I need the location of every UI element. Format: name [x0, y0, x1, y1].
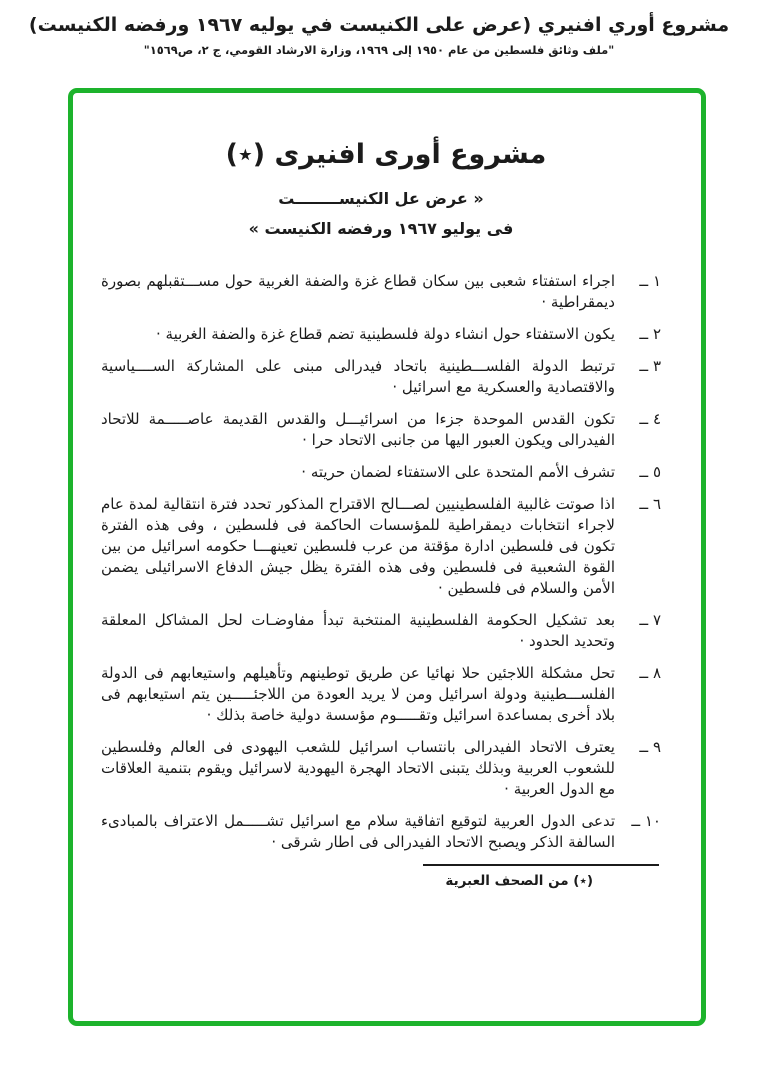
document-header [0, 14, 758, 57]
item-number: ٥ ــ [639, 463, 661, 482]
item-text: تكون القدس الموحدة جزءا من اسرائيـــل والقدس القديمة عاصـــــمة للاتحاد الفيدرالى ويكون العبور اليها من جانبى الاتحاد حرا · [101, 410, 615, 450]
item-text: اجراء استفتاء شعبى بين سكان قطاع غزة والضفة الغربية حول مســـتقبلهم بصورة ديمقراطية · [101, 272, 615, 312]
document-subtitle-line2: فى يوليو ١٩٦٧ ورفضه الكنيست » [248, 218, 514, 238]
item-number: ٣ ــ [639, 357, 661, 376]
footnote-divider [423, 864, 659, 866]
item-text: بعد تشكيل الحكومة الفلسطينية المنتخبة تبدأ مفاوضـات لحل المشاكل المعلقة وتحديد الحدود · [101, 611, 615, 651]
list-item [101, 811, 661, 853]
item-number: ١٠ ــ [631, 812, 661, 831]
document-body [73, 93, 701, 889]
document-subtitle-line1: « عرض عل الكنيســــــــت [278, 189, 484, 208]
item-text: يعترف الاتحاد الفيدرالى بانتساب اسرائيل للشعب اليهودى فى العالم وفلسطين للشعوب العربية وبذلك يتبنى الاتحاد الهجرة اليهودية لاسرائيل ويقوم بتنمية العلاقات مع الدول العربية · [101, 738, 615, 799]
list-item [101, 462, 661, 483]
item-text: اذا صوتت غالبية الفلسطينيين لصـــالح الاقتراح المذكور تحدد فترة انتقالية لمدة عام لاجراء انتخابات ديمقراطية للمؤسسات الحاكمة فى فلسطين ، وفى هذه الفترة تكون فى فلسطين ادارة مؤقتة من عرب فلسطين تعينهـــا حكومه اسرائيل من بين القوة الشعبية فى فلسطين وفى هذه الفترة يظل جيش الدفاع الاسرائيلى يضمن الأمن والسلام فى فلسطين · [101, 495, 615, 598]
item-text: يكون الاستفتاء حول انشاء دولة فلسطينية تضم قطاع غزة والضفة الغربية · [156, 325, 615, 344]
list-item [101, 494, 661, 599]
list-item [101, 663, 661, 726]
list-item [101, 271, 661, 313]
list-item [101, 737, 661, 800]
document-title: مشروع أورى افنيرى (٭) [225, 139, 547, 170]
items-list [101, 271, 661, 853]
list-item [101, 409, 661, 451]
header-source-citation: "ملف وثائق فلسطين من عام ١٩٥٠ إلى ١٩٦٩، وزارة الارشاد القومي، ج ٢، ص١٥٦٩" [143, 43, 615, 57]
list-item [101, 610, 661, 652]
item-number: ٢ ــ [639, 325, 661, 344]
footnote-text: (٭) من الصحف العبرية [445, 873, 593, 890]
item-text: ترتبط الدولة الفلســـطينية باتحاد فيدرالى مبنى على المشاركة الســــياسية والاقتصادية والعسكرية مع اسرائيل · [101, 357, 615, 397]
list-item [101, 356, 661, 398]
item-number: ٩ ــ [639, 738, 661, 757]
item-number: ٨ ــ [639, 664, 661, 683]
item-number: ٤ ــ [639, 410, 661, 429]
item-text: تدعى الدول العربية لتوقيع اتفاقية سلام مع اسرائيل تشـــــمل الاعتراف بالمبادىء السالفة الذكر ويصبح الاتحاد الفيدرالى فى اطار شرقى · [101, 812, 615, 852]
header-title: مشروع أوري افنيري (عرض على الكنيست في يوليه ١٩٦٧ ورفضه الكنيست) [28, 14, 730, 36]
item-text: تحل مشكلة اللاجئين حلا نهائيا عن طريق توطينهم وتأهيلهم واستيعابهم فى الدولة الفلســـطينية ودولة اسرائيل ومن لا يريد العودة من اللاجئـــــين يتم استيعابهم فى بلاد أخرى بمساعدة اسرائيل وتقـــــوم مؤسسة دولية خاصة بذلك · [101, 664, 615, 725]
item-number: ٧ ــ [639, 611, 661, 630]
item-number: ٦ ــ [639, 495, 661, 514]
document-frame [68, 88, 706, 1026]
item-text: تشرف الأمم المتحدة على الاستفتاء لضمان حريته · [301, 463, 615, 482]
item-number: ١ ــ [639, 272, 661, 291]
list-item [101, 324, 661, 345]
